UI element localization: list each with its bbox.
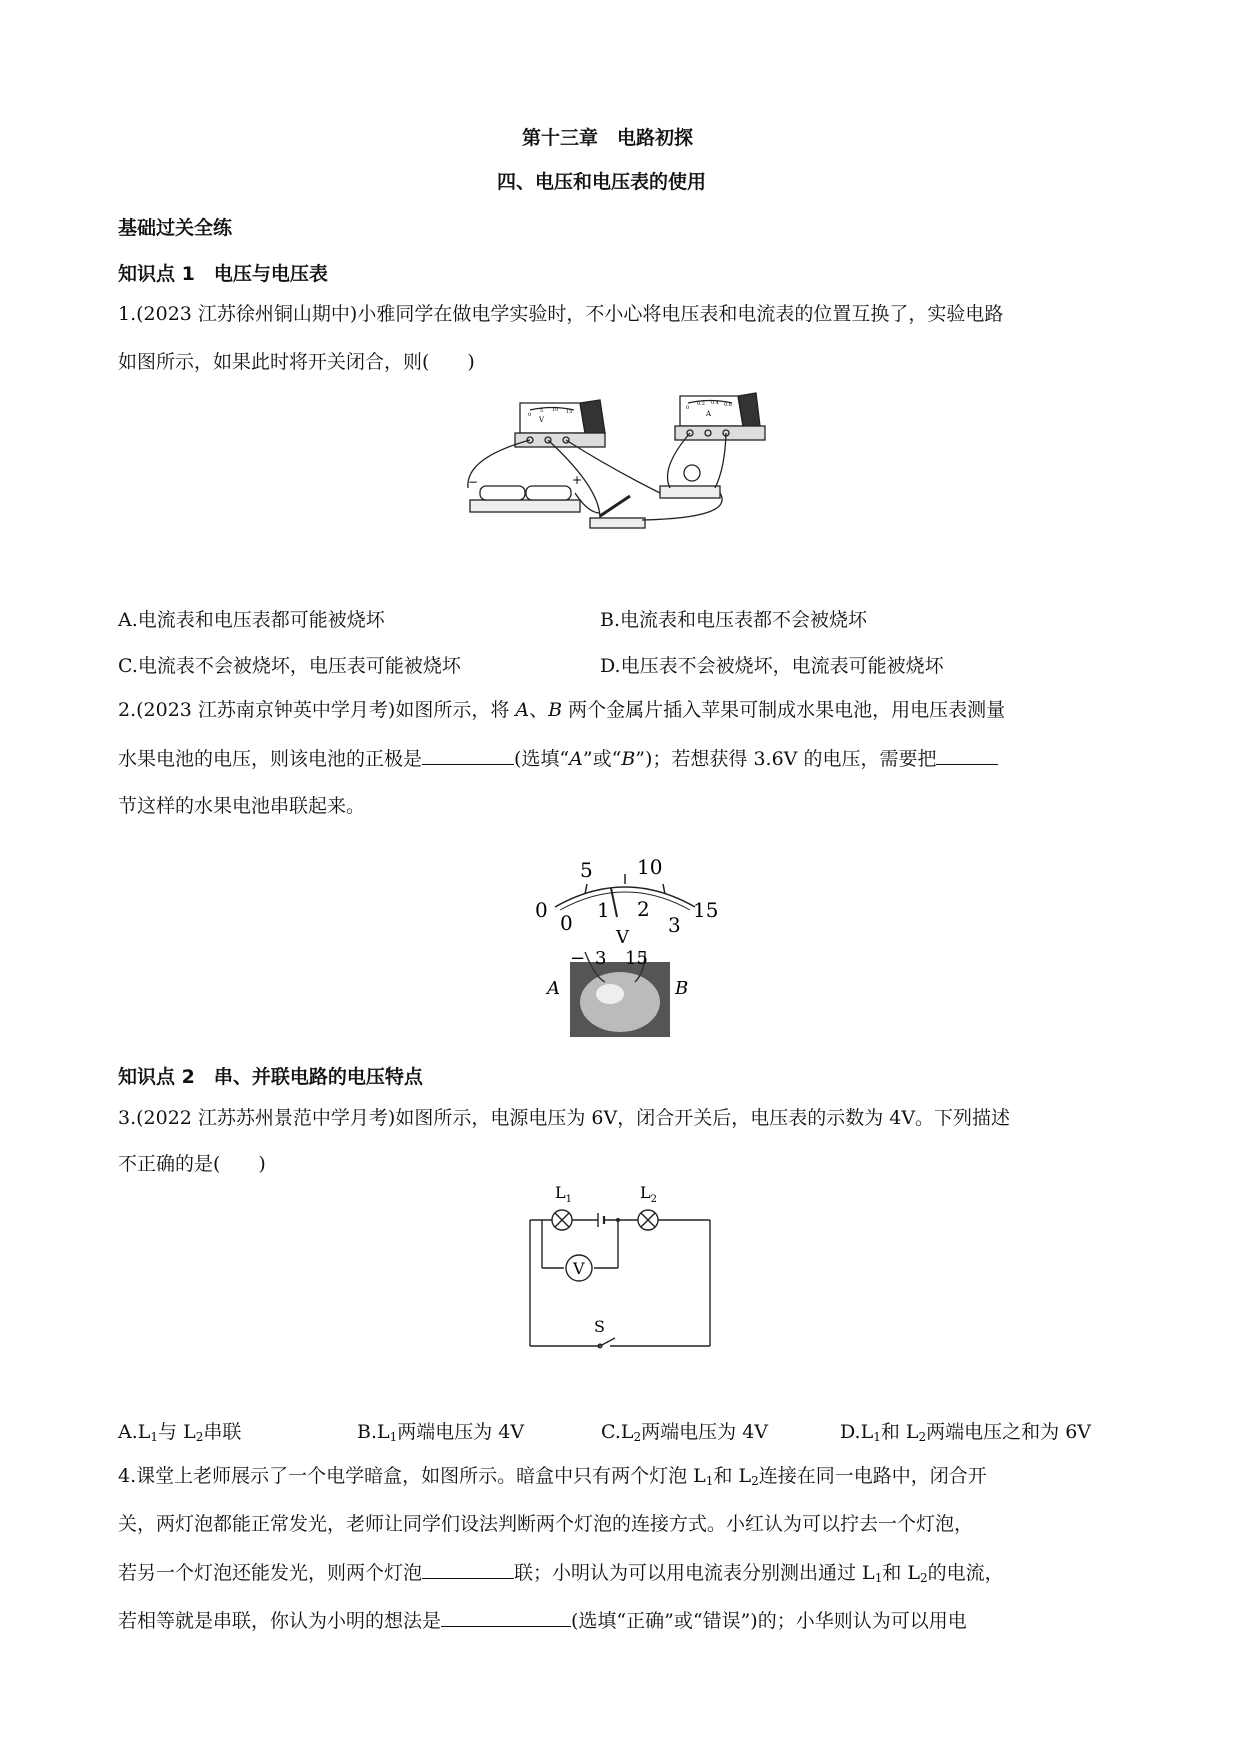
ammeter-tick-1: 0.2 [697,401,705,407]
knowledge-point-1: 知识点 1 电压与电压表 [118,263,328,285]
battery-minus-label: − [468,475,479,489]
ammeter-unit: A [706,410,712,418]
meter-unit: V [616,927,629,948]
q4-blank-connection[interactable] [422,1560,514,1579]
q3-circuit-diagram [520,1180,720,1360]
ammeter-tick-3: 0.6 [724,402,732,408]
q3-meter-label: V [573,1259,585,1278]
q4-line4: 若相等就是串联，你认为小明的想法是 (选填“正确”或“错误”)的；小华则认为可以用电 [118,1610,967,1632]
q2-line3: 节这样的水果电池串联起来。 [118,795,366,817]
voltmeter-tick-1: 5 [540,408,544,414]
terminal-15: 15 [625,948,648,969]
outer-tick-15: 15 [693,898,719,922]
knowledge-point-2: 知识点 2 串、并联电路的电压特点 [118,1066,423,1088]
battery-icon [470,486,580,512]
q3-lamp2-label: $L_2$ [640,1183,657,1205]
voltmeter-unit: V [539,416,545,424]
ammeter-tick-2: 0.4 [711,400,719,406]
section-title: 四、电压和电压表的使用 [497,171,707,193]
inner-tick-1: 1 [597,898,610,922]
q4-blank-judgement[interactable] [441,1608,571,1627]
voltmeter-tick-2: 10 [552,407,559,413]
q3-option-b: $B.L_1$两端电压为 4V [357,1421,525,1444]
q4-line3: 若另一个灯泡还能发光，则两个灯泡 联；小明认为可以用电流表分别测出通过 $L_1$和 $L_2$的电流， [118,1562,1004,1585]
switch-icon [590,496,645,528]
label-a: A [547,978,560,999]
battery-plus-label: + [572,473,583,487]
q4-line2: 关，两灯泡都能正常发光，老师让同学们设法判断两个灯泡的连接方式。小红认为可以拧去一个灯泡， [118,1513,974,1535]
q1-option-a: A.电流表和电压表都可能被烧坏 [118,609,385,631]
q1-option-b: B.电流表和电压表都不会被烧坏 [600,609,868,631]
q1-option-d: D.电压表不会被烧坏，电流表可能被烧坏 [600,655,944,677]
practice-heading: 基础过关全练 [118,217,233,239]
q3-option-c: $C.L_2$两端电压为 4V [601,1421,769,1444]
inner-tick-0: 0 [560,911,573,935]
outer-tick-0: 0 [535,898,548,922]
outer-tick-5: 5 [580,858,593,882]
outer-tick-10: 10 [637,855,663,879]
q1-line1: 1.(2023 江苏徐州铜山期中)小雅同学在做电学实验时，不小心将电压表和电流表的位置互换了，实验电路 [118,303,1004,325]
inner-tick-3: 3 [668,913,681,937]
lamp-l2-icon [638,1210,658,1230]
inner-tick-2: 2 [637,897,650,921]
q1-option-c: C.电流表不会被烧坏，电压表可能被烧坏 [118,655,461,677]
q2-line1: 2.(2023 江苏南京钟英中学月考)如图所示，将 A、B 两个金属片插入苹果可制成水果电池，用电压表测量 [118,699,1006,721]
q3-option-a: $A.L_1$与 $L_2$串联 [118,1421,242,1444]
voltmeter-tick-0: 0 [528,412,532,418]
q3-switch-label: S [594,1317,605,1336]
q3-option-d: $D.L_1$和 $L_2$两端电压之和为 6V [840,1421,1092,1444]
q3-lamp1-label: $L_1$ [555,1183,572,1205]
q4-line1: 4.课堂上老师展示了一个电学暗盒，如图所示。暗盒中只有两个灯泡 $L_1$和 $L_2$连接在同一电路中，闭合开 [118,1465,987,1488]
terminal-minus: − [570,948,586,969]
ammeter-icon [675,393,765,440]
battery-cell-icon [598,1213,604,1227]
terminal-3: 3 [595,948,607,969]
q3-line2: 不正确的是( ) [118,1153,266,1175]
q2-fruit-battery-figure [525,832,725,1037]
label-b: B [675,978,689,999]
q2-blank-battery-count[interactable] [936,746,998,765]
lamp-icon [660,465,720,498]
q2-blank-positive-pole[interactable] [422,746,514,765]
voltmeter-tick-3: 15 [566,409,573,415]
q3-line1: 3.(2022 江苏苏州景范中学月考)如图所示，电源电压为 6V，闭合开关后，电压表的示数为 4V。下列描述 [118,1107,1011,1129]
lamp-l1-icon [552,1210,572,1230]
ammeter-tick-0: 0 [686,405,690,411]
q1-circuit-figure [460,388,780,578]
chapter-title: 第十三章 电路初探 [522,127,694,149]
q1-line2: 如图所示，如果此时将开关闭合，则( ) [118,351,475,373]
q2-line2: 水果电池的电压，则该电池的正极是 (选填“A”或“B”)；若想获得 3.6V 的电压，需要把 [118,746,998,771]
